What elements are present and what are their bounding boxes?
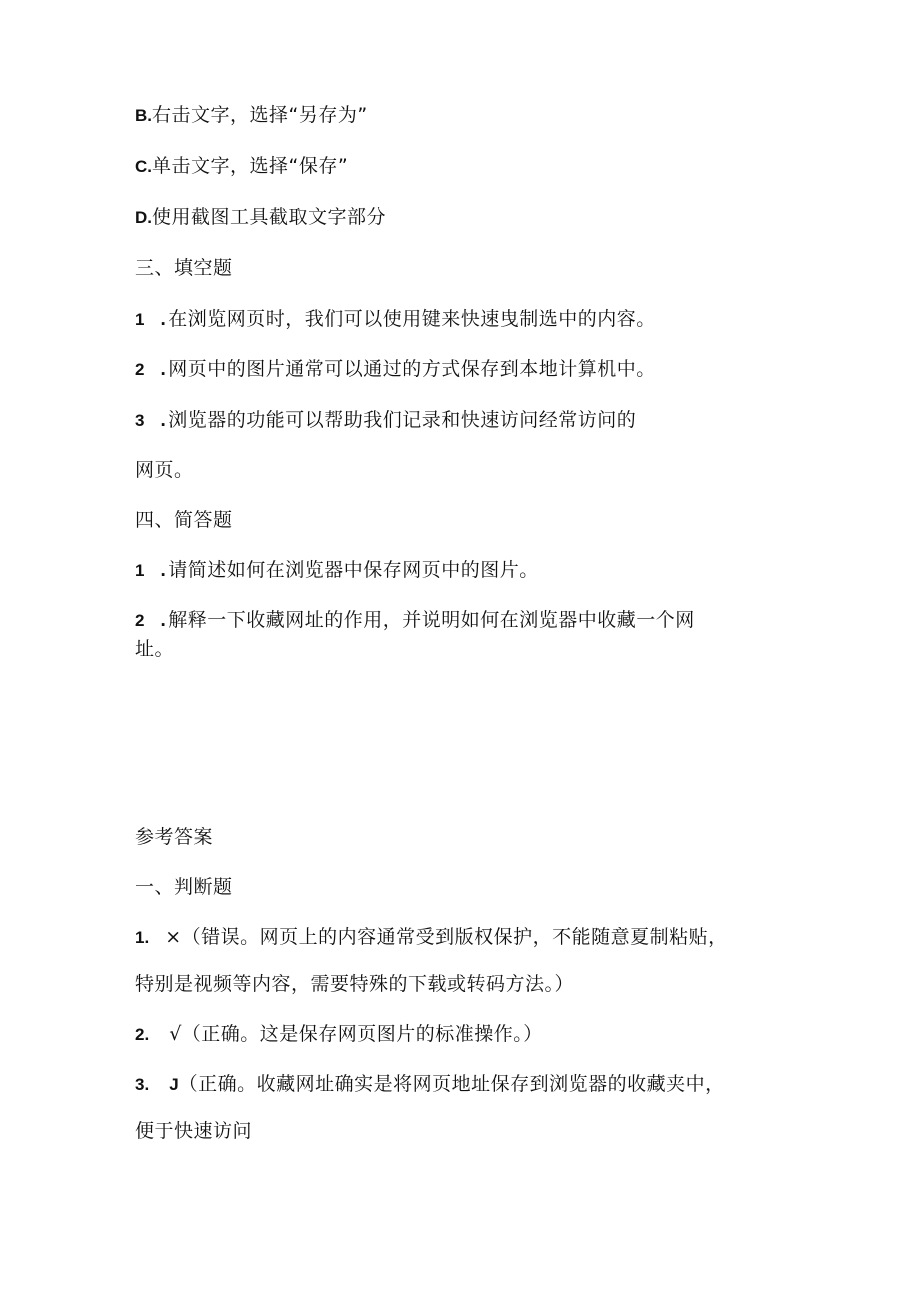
short-answer-item-2: 2 . 解释一下收藏网址的作用，并说明如何在浏览器中收藏一个网 (135, 609, 695, 631)
short-answer-item-2-continued: 址。 (135, 638, 175, 660)
option-label: C. (135, 157, 152, 176)
answers-section-judgement: 一、判断题 (135, 876, 233, 898)
item-number: 2 (135, 360, 145, 379)
item-text: 请简述如何在浏览器中保存网页中的图片。 (168, 559, 539, 581)
short-answer-item-1: 1 . 请简述如何在浏览器中保存网页中的图片。 (135, 559, 539, 581)
item-text: （正确。这是保存网页图片的标准操作。） (181, 1023, 543, 1045)
option-text: 右击文字，选择“另存为” (152, 104, 368, 126)
option-label: B. (135, 106, 152, 125)
item-number: 2 (135, 611, 145, 630)
fill-blank-item-3-continued: 网页。 (135, 459, 194, 481)
answer-item-2 (135, 1022, 543, 1047)
answer-item-1-continued: 特别是视频等内容，需要特殊的下载或转码方法。） (135, 973, 575, 995)
item-text: 在浏览网页时，我们可以使用键来快速曳制选中的内容。 (168, 308, 656, 330)
item-number: 3 (135, 411, 145, 430)
fill-blank-item-3: 3 . 浏览器的功能可以帮助我们记录和快速访问经常访问的 (135, 409, 637, 431)
answer-item-3 (135, 1072, 725, 1097)
item-number: 2. (135, 1025, 150, 1044)
item-number: 1 (135, 310, 145, 329)
fill-blank-item-2: 2 . 网页中的图片通常可以通过的方式保存到本地计算机中。 (135, 358, 656, 380)
option-text: 单击文字，选择“保存” (152, 155, 349, 177)
answer-item-1 (135, 925, 728, 950)
option-b (135, 103, 368, 128)
answers-heading: 参考答案 (135, 826, 214, 848)
item-text: 网页中的图片通常可以通过的方式保存到本地计算机中。 (168, 358, 656, 380)
item-number: 1. (135, 928, 150, 947)
item-text: 浏览器的功能可以帮助我们记录和快速访问经常访问的 (168, 409, 637, 431)
item-number: 1 (135, 561, 145, 580)
section-heading-fill-blank: 三、填空题 (135, 257, 233, 279)
option-d (135, 205, 386, 230)
item-text: （错误。网页上的内容通常受到版权保护，不能随意夏制粘贴， (181, 926, 728, 948)
answer-mark: √ (169, 1023, 182, 1045)
section-heading-short-answer: 四、简答题 (135, 509, 233, 531)
option-label: D. (135, 208, 152, 227)
answer-mark: × (165, 926, 182, 948)
fill-blank-item-1: 1 . 在浏览网页时，我们可以使用键来快速曳制选中的内容。 (135, 308, 656, 330)
option-c (135, 154, 348, 179)
option-text: 使用截图工具截取文字部分 (152, 206, 387, 228)
answer-mark: J (169, 1075, 179, 1094)
item-text: 解释一下收藏网址的作用，并说明如何在浏览器中收藏一个网 (168, 609, 695, 631)
item-text: （正确。收藏网址确实是将网页地址保存到浏览器的收藏夹中， (178, 1073, 725, 1095)
item-number: 3. (135, 1075, 150, 1094)
answer-item-3-continued: 便于快速访问 (135, 1120, 253, 1142)
